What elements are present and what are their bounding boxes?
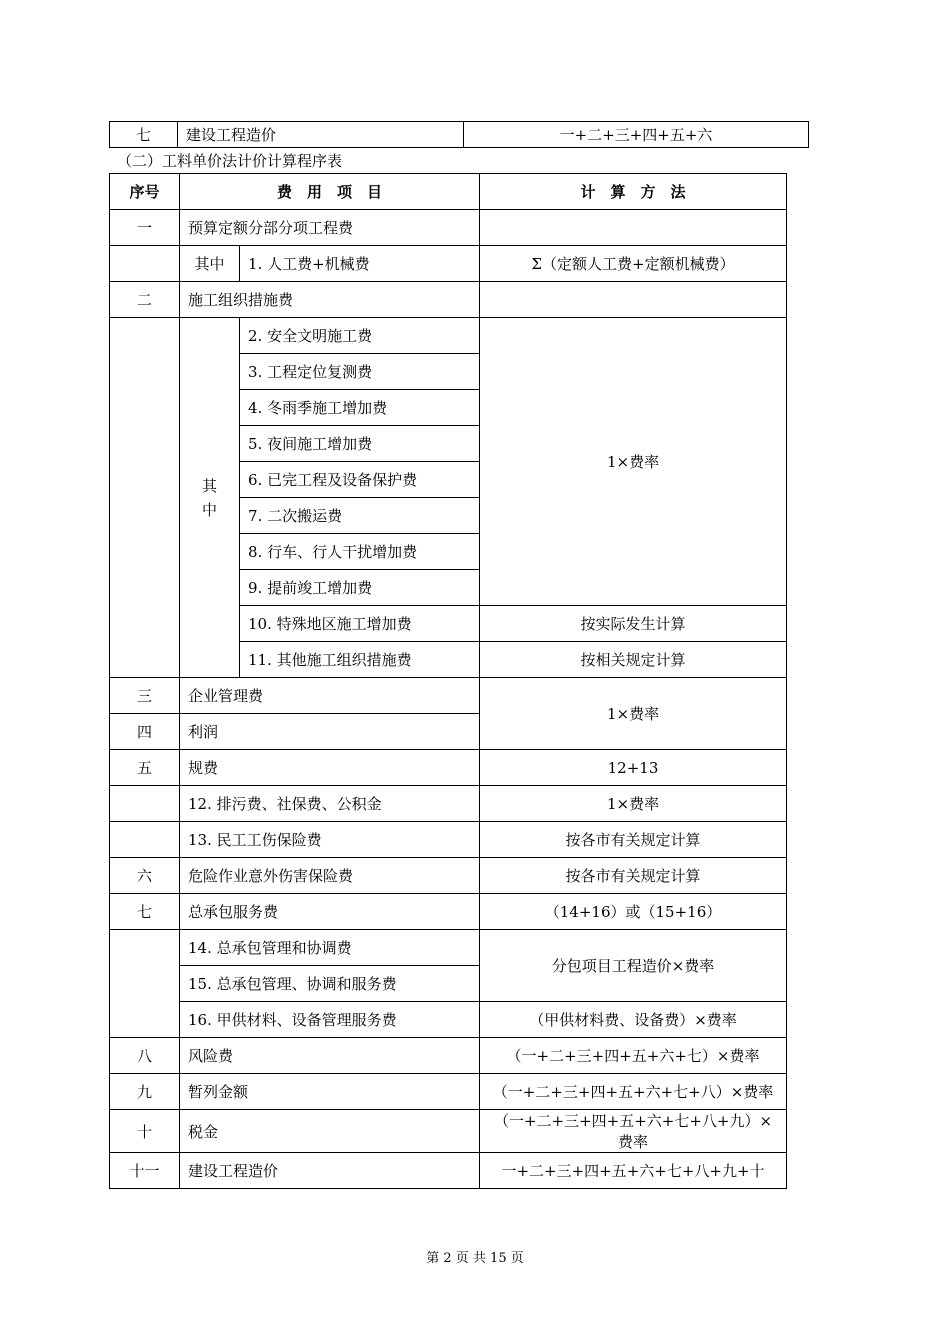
row-item: 7. 二次搬运费 (240, 498, 480, 534)
row-number (110, 822, 180, 858)
qizhong-label: 其中 (180, 246, 240, 282)
row-method: （甲供材料费、设备费）×费率 (480, 1002, 787, 1038)
table-row (110, 1002, 787, 1038)
row-method: 一+二+三+四+五+六 (464, 122, 809, 148)
table-row (110, 930, 787, 966)
row-item: 利润 (180, 714, 480, 750)
row-number: 十 (110, 1110, 180, 1153)
row-item: 4. 冬雨季施工增加费 (240, 390, 480, 426)
header-number: 序号 (110, 174, 180, 210)
row-item: 15. 总承包管理、协调和服务费 (180, 966, 480, 1002)
row-item: 总承包服务费 (180, 894, 480, 930)
table-row (110, 1038, 787, 1074)
row-item: 暂列金额 (180, 1074, 480, 1110)
page-footer: 第 2 页 共 15 页 (426, 1251, 524, 1266)
top-table (109, 121, 809, 148)
calculation-table (109, 173, 787, 1189)
row-item: 施工组织措施费 (180, 282, 480, 318)
row-number: 十一 (110, 1153, 180, 1189)
row-method: 按各市有关规定计算 (480, 822, 787, 858)
row-item: 税金 (180, 1110, 480, 1153)
row-item: 危险作业意外伤害保险费 (180, 858, 480, 894)
row-item: 6. 已完工程及设备保护费 (240, 462, 480, 498)
row-method: （一+二+三+四+五+六+七+八）×费率 (480, 1074, 787, 1110)
table-row (110, 822, 787, 858)
row-item: 2. 安全文明施工费 (240, 318, 480, 354)
row-item: 5. 夜间施工增加费 (240, 426, 480, 462)
table-row (110, 122, 809, 148)
row-item: 1. 人工费+机械费 (240, 246, 480, 282)
table-row (110, 282, 787, 318)
header-method: 计 算 方 法 (480, 174, 787, 210)
table-row (110, 894, 787, 930)
table-row (110, 318, 787, 354)
row-method: 12+13 (480, 750, 787, 786)
row-method: 按实际发生计算 (480, 606, 787, 642)
row-number: 四 (110, 714, 180, 750)
table-row (110, 210, 787, 246)
row-number: 九 (110, 1074, 180, 1110)
row-item: 16. 甲供材料、设备管理服务费 (180, 1002, 480, 1038)
row-method: 1×费率 (480, 786, 787, 822)
row-number (110, 930, 180, 1038)
row-number: 三 (110, 678, 180, 714)
row-method: 一+二+三+四+五+六+七+八+九+十 (480, 1153, 787, 1189)
table-row (110, 858, 787, 894)
row-method (480, 210, 787, 246)
row-method: （一+二+三+四+五+六+七+八+九）×费率 (480, 1110, 787, 1153)
table-row (110, 786, 787, 822)
row-number: 六 (110, 858, 180, 894)
row-item: 9. 提前竣工增加费 (240, 570, 480, 606)
row-item: 建设工程造价 (178, 122, 464, 148)
row-item: 3. 工程定位复测费 (240, 354, 480, 390)
row-number: 七 (110, 122, 178, 148)
row-number (110, 318, 180, 678)
row-method: 按相关规定计算 (480, 642, 787, 678)
row-number: 七 (110, 894, 180, 930)
row-method: （14+16）或（15+16） (480, 894, 787, 930)
row-number: 二 (110, 282, 180, 318)
table-row (110, 1074, 787, 1110)
row-method: 1×费率 (480, 318, 787, 606)
header-item: 费 用 项 目 (180, 174, 480, 210)
table-row (110, 1153, 787, 1189)
row-method: 分包项目工程造价×费率 (480, 930, 787, 1002)
row-method: （一+二+三+四+五+六+七）×费率 (480, 1038, 787, 1074)
row-item: 13. 民工工伤保险费 (180, 822, 480, 858)
row-method: 1×费率 (480, 678, 787, 750)
row-item: 企业管理费 (180, 678, 480, 714)
row-method (480, 282, 787, 318)
qizhong-char-2: 中 (201, 500, 217, 519)
table-row (110, 1110, 787, 1153)
row-item: 预算定额分部分项工程费 (180, 210, 480, 246)
row-item: 12. 排污费、社保费、公积金 (180, 786, 480, 822)
row-number: 八 (110, 1038, 180, 1074)
row-method: 按各市有关规定计算 (480, 858, 787, 894)
table-row (110, 750, 787, 786)
row-number: 一 (110, 210, 180, 246)
table-row (110, 678, 787, 714)
row-method: Σ（定额人工费+定额机械费） (480, 246, 787, 282)
row-item: 规费 (180, 750, 480, 786)
row-number (110, 786, 180, 822)
section-heading: （二）工料单价法计价计算程序表 (117, 152, 343, 170)
qizhong-char-1: 其 (201, 476, 217, 495)
row-item: 11. 其他施工组织措施费 (240, 642, 480, 678)
row-item: 建设工程造价 (180, 1153, 480, 1189)
row-item: 10. 特殊地区施工增加费 (240, 606, 480, 642)
table-row (110, 246, 787, 282)
table-header-row (110, 174, 787, 210)
row-item: 14. 总承包管理和协调费 (180, 930, 480, 966)
row-item: 风险费 (180, 1038, 480, 1074)
row-item: 8. 行车、行人干扰增加费 (240, 534, 480, 570)
row-number (110, 246, 180, 282)
qizhong-label (180, 318, 240, 678)
row-number: 五 (110, 750, 180, 786)
